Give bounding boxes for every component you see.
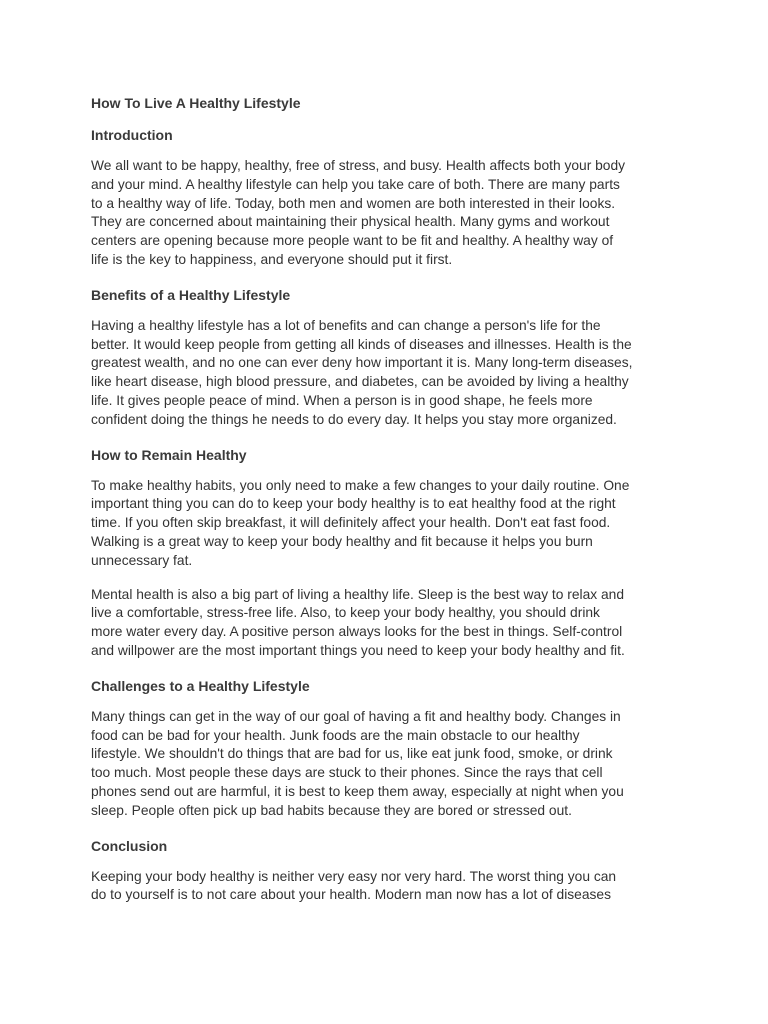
section-heading: How to Remain Healthy bbox=[91, 446, 247, 463]
paragraph-line: lifestyle. We shouldn't do things that are bad for us, like eat junk food, smoke, or drink bbox=[91, 746, 613, 762]
paragraph-line: life. It gives people peace of mind. When a person is in good shape, he feels more bbox=[91, 392, 593, 408]
paragraph bbox=[91, 317, 687, 430]
paragraph-line: phones send out are harmful, it is best to keep them away, especially at night when you bbox=[91, 783, 624, 799]
paragraph bbox=[91, 708, 687, 821]
paragraph-line: live a comfortable, stress-free life. Also, to keep your body healthy, you should drink bbox=[91, 605, 600, 621]
paragraph-line: important thing you can do to keep your body healthy is to eat healthy food at the right bbox=[91, 496, 616, 512]
paragraph-line: centers are opening because more people want to be fit and healthy. A healthy way of bbox=[91, 233, 614, 249]
paragraph-line: unnecessary fat. bbox=[91, 552, 193, 568]
section-heading: Introduction bbox=[91, 127, 173, 143]
paragraph-line: To make healthy habits, you only need to make a few changes to your daily routine. One bbox=[91, 477, 630, 493]
paragraph-line: They are concerned about maintaining their physical health. Many gyms and workout bbox=[91, 214, 610, 230]
paragraph-line: and willpower are the most important things you need to keep your body healthy and fit. bbox=[91, 642, 625, 658]
paragraph-line: Having a healthy lifestyle has a lot of benefits and can change a person's life for the bbox=[91, 317, 601, 333]
document-page bbox=[91, 93, 687, 920]
section-heading: Challenges to a Healthy Lifestyle bbox=[91, 677, 310, 694]
paragraph-line: like heart disease, high blood pressure, and diabetes, can be avoided by living a healthy bbox=[91, 374, 629, 390]
paragraph bbox=[91, 157, 687, 270]
document-title: How To Live A Healthy Lifestyle bbox=[91, 95, 301, 111]
paragraph-line: and your mind. A healthy lifestyle can help you take care of both. There are many parts bbox=[91, 176, 620, 192]
paragraph-line: better. It would keep people from getting all kinds of diseases and illnesses. Health is the bbox=[91, 336, 632, 352]
paragraph-line: food can be bad for your health. Junk foods are the main obstacle to our healthy bbox=[91, 727, 580, 743]
paragraph-line: time. If you often skip breakfast, it will definitely affect your health. Don't eat fast food. bbox=[91, 515, 611, 531]
paragraph bbox=[91, 477, 687, 571]
paragraph-line: confident doing the things he needs to do every day. It helps you stay more organized. bbox=[91, 411, 617, 427]
paragraph-line: do to yourself is to not care about your health. Modern man now has a lot of diseases bbox=[91, 887, 611, 903]
document-body bbox=[91, 125, 687, 905]
paragraph bbox=[91, 868, 687, 906]
paragraph-line: too much. Most people these days are stuck to their phones. Since the rays that cell bbox=[91, 765, 603, 781]
paragraph-line: Walking is a great way to keep your body healthy and fit because it helps you burn bbox=[91, 533, 593, 549]
paragraph-line: greatest wealth, and no one can ever deny how important it is. Many long-term diseases, bbox=[91, 355, 633, 371]
section-heading: Benefits of a Healthy Lifestyle bbox=[91, 286, 291, 303]
paragraph-line: Mental health is also a big part of living a healthy life. Sleep is the best way to relax and bbox=[91, 586, 625, 602]
paragraph-line: We all want to be happy, healthy, free of stress, and busy. Health affects both your body bbox=[91, 158, 626, 173]
paragraph-line: life is the key to happiness, and everyone should put it first. bbox=[91, 251, 453, 267]
paragraph-line: Keeping your body healthy is neither very easy nor very hard. The worst thing you can bbox=[91, 868, 617, 884]
paragraph-line: to a healthy way of life. Today, both men and women are both interested in their looks. bbox=[91, 195, 616, 211]
section-heading: Conclusion bbox=[91, 837, 168, 854]
paragraph-line: Many things can get in the way of our goal of having a fit and healthy body. Changes in bbox=[91, 708, 621, 724]
paragraph bbox=[91, 586, 687, 661]
paragraph-line: sleep. People often pick up bad habits because they are bored or stressed out. bbox=[91, 802, 572, 818]
paragraph-line: more water every day. A positive person always looks for the best in things. Self-control bbox=[91, 624, 623, 640]
